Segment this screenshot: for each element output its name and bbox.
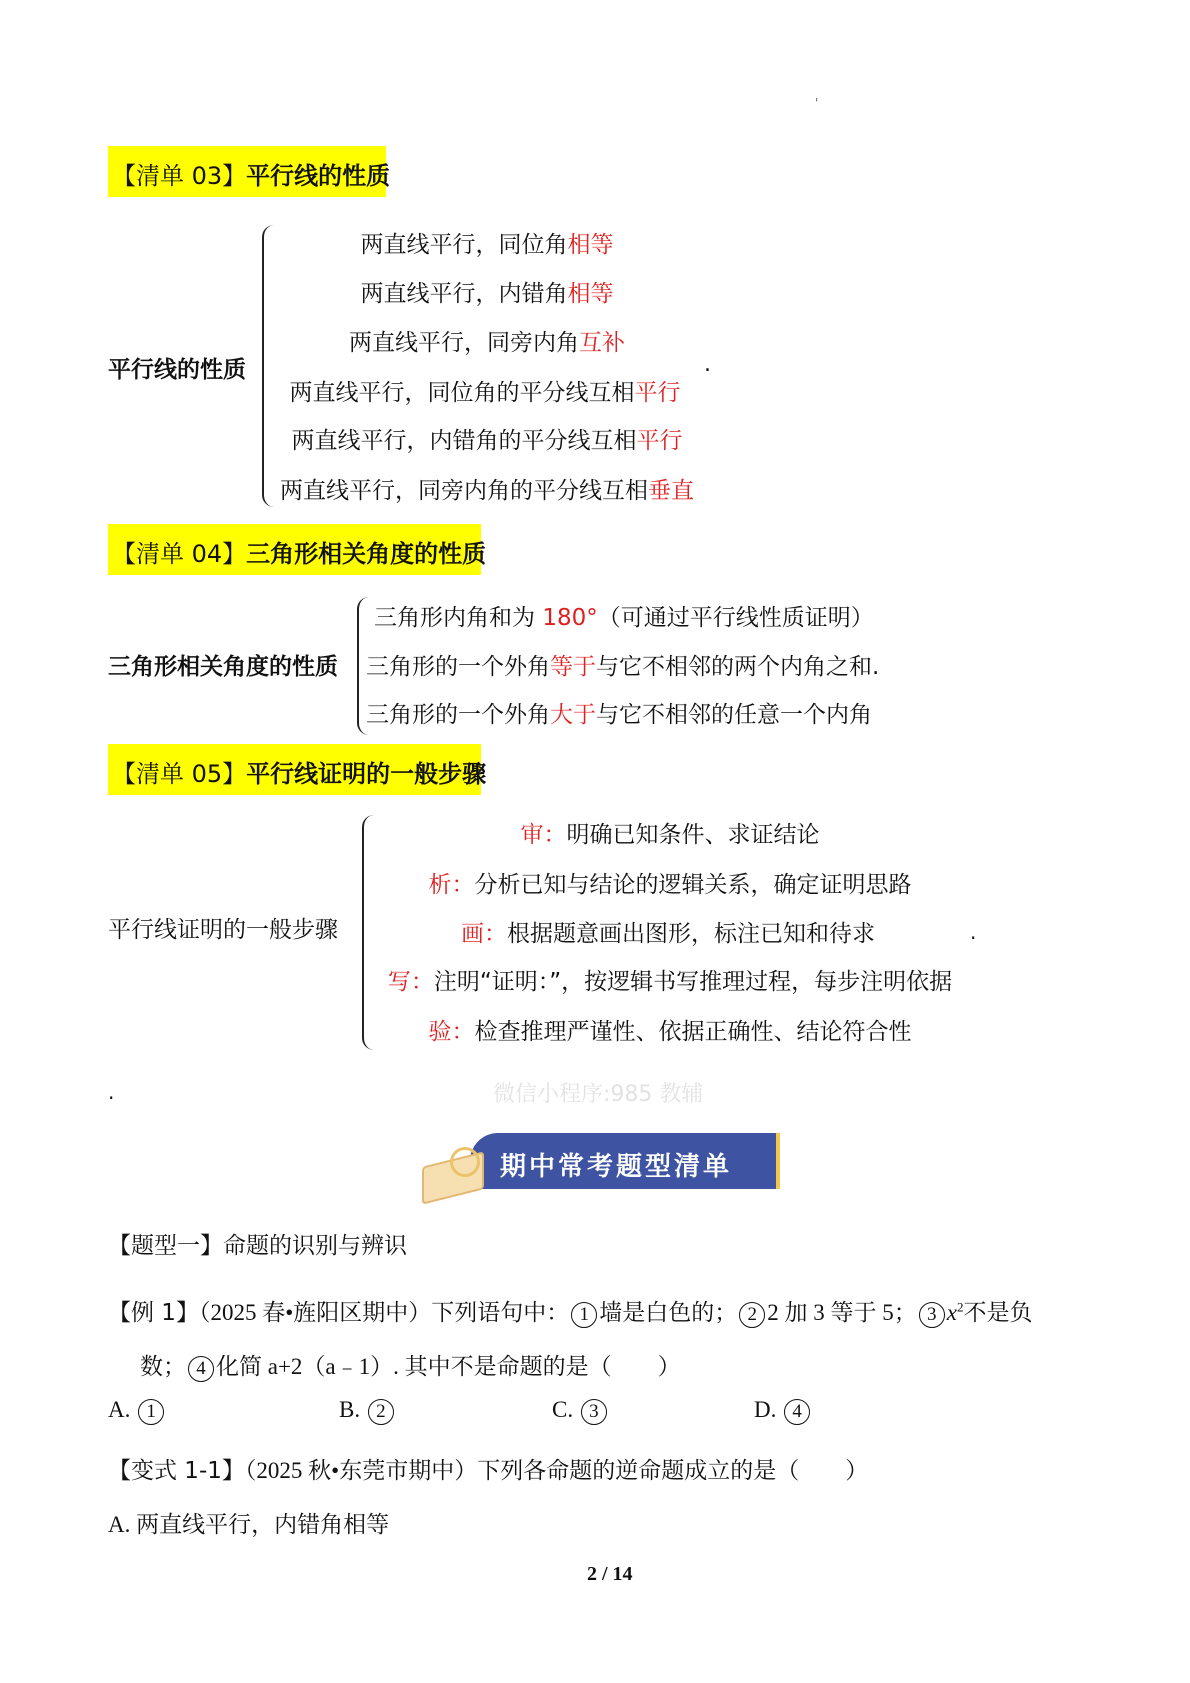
section-03-label: 平行线的性质: [108, 357, 246, 383]
option-d[interactable]: D. 4: [754, 1397, 812, 1425]
list-item: 两直线平行，同旁内角的平分线互相垂直: [280, 478, 694, 504]
list-item: 三角形的一个外角大于与它不相邻的任意一个内角: [366, 702, 872, 728]
section-03-heading: [108, 146, 391, 197]
section-05-label: 平行线证明的一般步骤: [108, 917, 338, 943]
section-banner: [420, 1133, 776, 1197]
list-item: 两直线平行，内错角相等: [360, 281, 614, 307]
section-04-heading: 【清单 04】三角形相关角度的性质: [108, 524, 481, 575]
dot: .: [970, 920, 977, 944]
list-item: 验：检查推理严谨性、依据正确性、结论符合性: [428, 1019, 912, 1045]
list-item: 三角形的一个外角等于与它不相邻的两个内角之和.: [366, 654, 880, 680]
dot: .: [108, 1080, 115, 1104]
list-item: 两直线平行，内错角的平分线互相平行: [291, 428, 683, 454]
magnifier-icon: [450, 1147, 480, 1177]
option-b[interactable]: B. 2: [339, 1397, 396, 1425]
list-item: 写：注明“证明：”，按逻辑书写推理过程，每步注明依据: [387, 969, 953, 995]
question-type-title: 【题型一】命题的识别与辨识: [108, 1233, 407, 1259]
list-item: 审：明确已知条件、求证结论: [520, 822, 820, 848]
heading-title: 平行线的性质: [246, 162, 391, 190]
section-05-heading: 【清单 05】平行线证明的一般步骤: [108, 744, 481, 795]
banner-title: 期中常考题型清单: [500, 1152, 733, 1182]
option-c[interactable]: C. 3: [552, 1397, 609, 1425]
variant-option-a[interactable]: A. 两直线平行，内错角相等: [108, 1512, 390, 1537]
variant-1-1: 【变式 1-1】（2025 秋•东莞市期中）下列各命题的逆命题成立的是（ ）: [108, 1458, 869, 1484]
heading-prefix: 【清单 03】: [112, 162, 247, 190]
brace: [262, 225, 274, 507]
list-item: 两直线平行，同位角的平分线互相平行: [289, 380, 681, 406]
list-item: 两直线平行，同旁内角互补: [349, 330, 625, 356]
list-item: 画：根据题意画出图形，标注已知和待求: [461, 921, 875, 947]
option-a[interactable]: A. 1: [108, 1397, 166, 1425]
stray-mark: ': [815, 96, 819, 110]
example-1-line-2: 数； 4 化简 a+2（a﹣1）. 其中不是命题的是（ ）: [140, 1348, 681, 1382]
dot: .: [704, 352, 711, 377]
watermark: 微信小程序:985 教辅: [493, 1082, 704, 1107]
example-1-line-1: 【例 1】（2025 春•旌阳区期中）下列语句中： 1 墙是白色的； 2 2 加 3 等于 5； 3 $x^2$不是负: [108, 1299, 1033, 1326]
list-item: 析：分析已知与结论的逻辑关系，确定证明思路: [428, 872, 912, 898]
page-number: 2 / 14: [587, 1563, 633, 1585]
brace: [362, 815, 374, 1050]
list-item: 三角形内角和为 180°（可通过平行线性质证明）: [374, 605, 874, 631]
list-item: 两直线平行，同位角相等: [360, 232, 614, 258]
section-04-label: 三角形相关角度的性质: [108, 654, 338, 680]
